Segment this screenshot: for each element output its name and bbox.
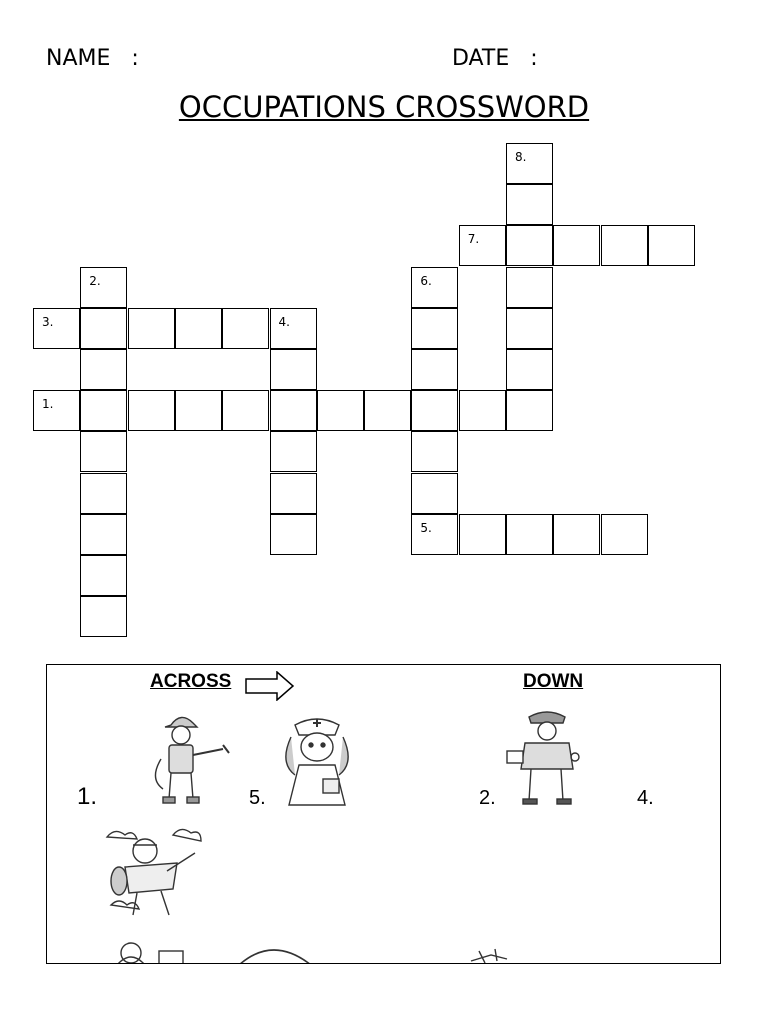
crossword-cell[interactable] (411, 349, 458, 390)
crossword-cell[interactable] (80, 514, 127, 555)
across-heading: ACROSS (150, 671, 232, 692)
crossword-cell[interactable] (506, 308, 553, 349)
date-label: DATE : (452, 46, 538, 71)
clue-number-4: 4. (637, 787, 654, 809)
crossword-cell[interactable] (270, 349, 317, 390)
crossword-cell[interactable] (80, 390, 127, 431)
crossword-cell[interactable] (222, 308, 269, 349)
crossword-cell[interactable] (270, 473, 317, 514)
clue-start-number: 4. (278, 314, 290, 329)
crossword-cell[interactable] (411, 308, 458, 349)
crossword-cell[interactable] (459, 514, 506, 555)
clue-number-5: 5. (249, 787, 266, 809)
crossword-cell[interactable] (411, 431, 458, 472)
clue-start-number: 6. (420, 273, 432, 288)
crossword-cell[interactable] (506, 514, 553, 555)
pilot-picture (97, 823, 209, 923)
crossword-cell[interactable] (175, 308, 222, 349)
crossword-cell-start-5[interactable] (411, 514, 458, 555)
clue-number-1: 1. (77, 783, 98, 810)
crossword-cell[interactable] (459, 390, 506, 431)
police-officer-picture (501, 707, 593, 807)
crossword-cell[interactable] (222, 390, 269, 431)
crossword-cell-start-1[interactable] (33, 390, 80, 431)
crossword-cell[interactable] (80, 555, 127, 596)
partial-picture-left (107, 935, 197, 964)
crossword-cell[interactable] (648, 225, 695, 266)
clue-start-number: 1. (42, 397, 54, 412)
firefighter-picture (141, 709, 231, 809)
crossword-cell[interactable] (411, 473, 458, 514)
arrow-right-icon (245, 671, 295, 701)
crossword-cell-start-8[interactable] (506, 143, 553, 184)
nurse-picture (269, 713, 365, 809)
crossword-cell[interactable] (80, 349, 127, 390)
crossword-cell[interactable] (80, 596, 127, 637)
crossword-cell[interactable] (128, 390, 175, 431)
crossword-cell[interactable] (601, 225, 648, 266)
clue-number-2: 2. (479, 787, 496, 809)
crossword-cell[interactable] (553, 225, 600, 266)
crossword-cell[interactable] (270, 390, 317, 431)
crossword-cell-start-6[interactable] (411, 267, 458, 308)
clue-start-number: 3. (42, 314, 54, 329)
crossword-cell[interactable] (364, 390, 411, 431)
crossword-cell-start-7[interactable] (459, 225, 506, 266)
clue-start-number: 8. (515, 150, 527, 164)
clue-start-number: 2. (89, 273, 101, 288)
crossword-cell[interactable] (80, 308, 127, 349)
crossword-cell[interactable] (506, 390, 553, 431)
crossword-cell-start-4[interactable] (270, 308, 317, 349)
crossword-cell[interactable] (317, 390, 364, 431)
crossword-cell[interactable] (506, 225, 553, 266)
crossword-cell-start-3[interactable] (33, 308, 80, 349)
crossword-cell[interactable] (270, 431, 317, 472)
crossword-cell[interactable] (601, 514, 648, 555)
crossword-cell[interactable] (175, 390, 222, 431)
crossword-cell[interactable] (128, 308, 175, 349)
crossword-cell[interactable] (411, 390, 458, 431)
crossword-cell[interactable] (506, 349, 553, 390)
down-heading: DOWN (523, 671, 584, 692)
partial-picture-right (467, 945, 517, 964)
name-label: NAME : (46, 46, 139, 71)
clues-box (46, 664, 721, 964)
crossword-cell[interactable] (506, 184, 553, 225)
clue-start-number: 7. (467, 232, 480, 247)
clue-start-number: 5. (420, 520, 432, 535)
crossword-cell[interactable] (506, 267, 553, 308)
page-title: OCCUPATIONS CROSSWORD (178, 90, 590, 124)
crossword-cell-start-2[interactable] (80, 267, 127, 308)
crossword-cell[interactable] (270, 514, 317, 555)
crossword-cell[interactable] (80, 473, 127, 514)
partial-picture-middle (233, 941, 323, 964)
crossword-cell[interactable] (553, 514, 600, 555)
crossword-cell[interactable] (80, 431, 127, 472)
